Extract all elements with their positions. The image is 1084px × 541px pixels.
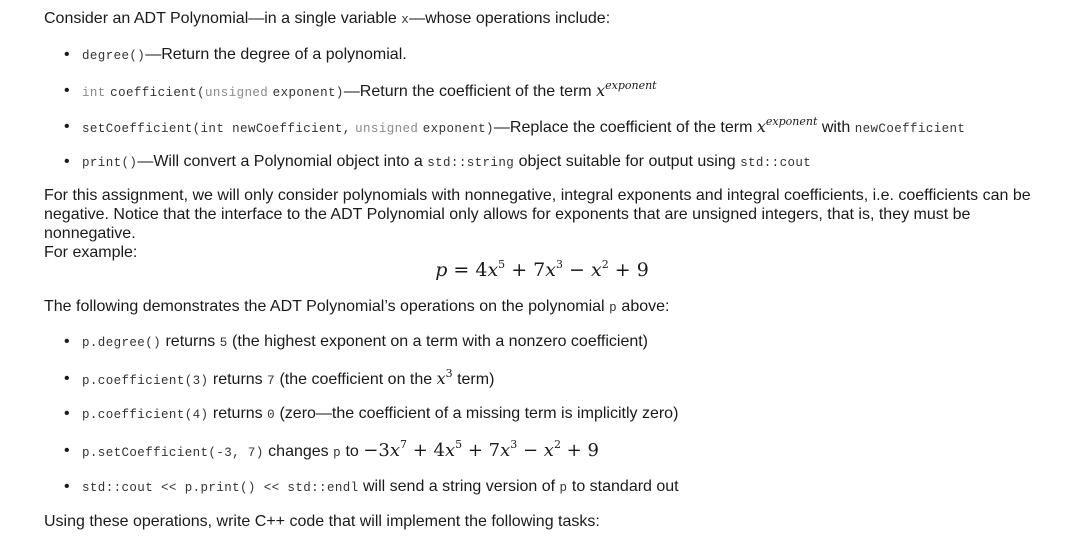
bullet-icon: • — [64, 478, 70, 495]
degree-description: —Return the degree of a polynomial. — [145, 46, 407, 63]
intro-text: Consider an ADT Polynomial—in a single variable — [44, 10, 402, 27]
demo-text: The following demonstrates the ADT Polynomial’s operations on the polynomial — [44, 298, 610, 315]
bullet-icon: • — [64, 118, 70, 135]
examples-list — [62, 332, 648, 351]
examples-list-5 — [62, 477, 679, 496]
code-p: p — [609, 301, 617, 315]
eq-x: x — [545, 259, 556, 281]
demo-text-end: above: — [616, 298, 670, 315]
bullet-icon: • — [64, 333, 70, 350]
math-exponent: 3 — [445, 366, 453, 380]
math-x: x — [436, 369, 446, 388]
with-text: with — [817, 119, 855, 136]
code-type-unsigned: unsigned — [205, 86, 269, 100]
code-coefficient: coefficient — [110, 86, 198, 100]
code-p: p — [333, 446, 342, 460]
eq-x: x — [389, 440, 400, 461]
returns-text: returns — [208, 405, 268, 422]
code-value: 0 — [267, 408, 276, 422]
eq-lhs: p — [435, 259, 448, 281]
bullet-icon: • — [64, 442, 70, 459]
code-param-1: int newCoefficient, — [200, 122, 351, 136]
examples-list-2 — [62, 366, 495, 388]
assignment-line-2: negative. Notice that the interface to the ADT Polynomial only allows for exponents that are unsigned integers, that is, they must be nonnegative. — [44, 206, 971, 242]
list-item-print — [62, 152, 811, 171]
code-newcoefficient: newCoefficient — [854, 122, 966, 136]
eq-term: + 9 — [608, 259, 649, 281]
code-cout-print: std::cout << p.print() << std::endl — [82, 481, 359, 495]
code-setcoefficient: setCoefficient( — [82, 122, 201, 136]
list-item-example-coefficient-4 — [62, 404, 678, 423]
closing-paragraph: Using these operations, write C++ code that will implement the following tasks: — [44, 513, 600, 530]
code-param-2: exponent) — [422, 122, 494, 136]
operations-list-2 — [62, 78, 657, 100]
eq-exp: 7 — [399, 438, 407, 451]
eq-term: = 4 — [447, 259, 488, 281]
eq-exp: 3 — [555, 257, 563, 271]
examples-list-3 — [62, 404, 678, 423]
example-description: (the coefficient on the — [275, 371, 437, 388]
eq-term: + 7 — [462, 440, 501, 461]
bullet-icon: • — [64, 82, 70, 99]
operations-list — [62, 45, 407, 64]
list-item-example-print — [62, 477, 679, 496]
assignment-line-3: For example: — [44, 244, 138, 261]
eq-term: −3 — [363, 440, 390, 461]
math-exponent: exponent — [765, 114, 818, 128]
code-param: exponent) — [272, 86, 344, 100]
bullet-icon: • — [64, 46, 70, 63]
returns-text: returns — [161, 333, 220, 350]
code-value: 5 — [219, 336, 228, 350]
eq-term: + 7 — [505, 259, 546, 281]
eq-x: x — [444, 440, 456, 461]
changes-text: changes — [263, 443, 334, 460]
returns-text: returns — [208, 371, 268, 388]
variable-x: x — [401, 13, 410, 27]
code-type-int: int — [82, 86, 106, 100]
result-polynomial — [363, 440, 599, 460]
eq-exp: 5 — [455, 438, 463, 451]
code-p-coefficient: p.coefficient(4) — [82, 408, 209, 422]
assignment-paragraph — [44, 186, 1044, 262]
eq-x: x — [590, 259, 602, 281]
eq-exp: 2 — [553, 438, 561, 451]
code-std-cout: std::cout — [740, 156, 812, 170]
eq-exp: 3 — [510, 438, 518, 451]
math-exponent: exponent — [605, 78, 657, 92]
eq-x: x — [487, 259, 499, 281]
polynomial-equation — [0, 258, 1084, 283]
list-item-example-coefficient-3 — [62, 366, 495, 388]
code-std-string: std::string — [427, 156, 515, 170]
example-description: (zero—the coefficient of a missing term is implicitly zero) — [275, 405, 679, 422]
examples-list-4 — [62, 438, 599, 461]
code-paren: ( — [197, 86, 205, 100]
bullet-icon: • — [64, 370, 70, 387]
eq-term: − — [562, 259, 591, 281]
coefficient-description: —Return the coefficient of the term — [343, 83, 597, 100]
to-text: to — [341, 443, 364, 460]
eq-exp: 5 — [498, 257, 506, 271]
eq-term: + 9 — [560, 440, 599, 461]
example-description: (the highest exponent on a term with a nonzero coefficient) — [227, 333, 649, 350]
print-description-2: object suitable for output using — [514, 153, 741, 170]
eq-x: x — [543, 440, 554, 461]
intro-text-end: —whose operations include: — [409, 10, 611, 27]
list-item-example-degree — [62, 332, 648, 351]
code-value: 7 — [267, 374, 276, 388]
demo-intro — [44, 297, 1044, 318]
example-description-end: to standard out — [567, 478, 679, 495]
print-description: —Will convert a Polynomial object into a — [137, 153, 428, 170]
code-p: p — [559, 481, 568, 495]
eq-exp: 2 — [601, 257, 609, 271]
setcoefficient-description: —Replace the coefficient of the term — [493, 119, 757, 136]
example-description: will send a string version of — [358, 478, 560, 495]
operations-list-3 — [62, 114, 966, 136]
code-p-setcoefficient: p.setCoefficient(-3, 7) — [82, 446, 264, 460]
math-x: x — [596, 81, 606, 100]
code-degree: degree() — [82, 49, 146, 63]
assignment-line-1: For this assignment, we will only consider polynomials with nonnegative, integral exponents and integral coefficients, i.e. coefficients can be — [44, 187, 1031, 204]
code-print: print() — [82, 156, 138, 170]
eq-term: − — [517, 440, 544, 461]
list-item-coefficient — [62, 78, 657, 100]
list-item-setcoefficient — [62, 114, 966, 136]
list-item-example-setcoefficient — [62, 438, 599, 461]
bullet-icon: • — [64, 405, 70, 422]
code-p-coefficient: p.coefficient(3) — [82, 374, 209, 388]
code-p-degree: p.degree() — [82, 336, 162, 350]
list-item-degree — [62, 45, 407, 64]
intro-paragraph — [44, 9, 1044, 30]
code-type-unsigned: unsigned — [355, 122, 419, 136]
math-x: x — [756, 117, 766, 136]
bullet-icon: • — [64, 153, 70, 170]
eq-x: x — [500, 440, 511, 461]
example-description-end: term) — [452, 371, 495, 388]
operations-list-4 — [62, 152, 811, 171]
eq-term: + 4 — [406, 440, 445, 461]
